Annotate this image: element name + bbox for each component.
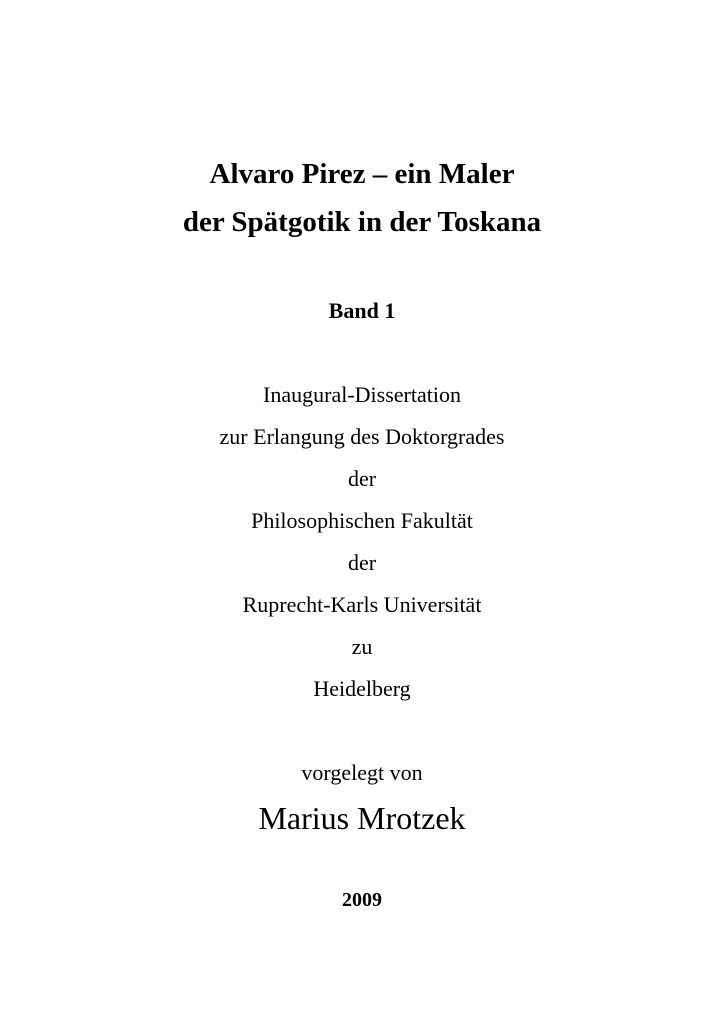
volume-label: Band 1 — [328, 298, 396, 323]
author-name: Marius Mrotzek — [258, 800, 466, 836]
title-line-2: der Spätgotik in der Toskana — [182, 206, 542, 238]
dissertation-line-4: Philosophischen Fakultät — [251, 508, 473, 533]
title-line-1: Alvaro Pirez – ein Maler — [209, 158, 515, 190]
dissertation-line-3: der — [347, 466, 377, 491]
dissertation-line-6: Ruprecht-Karls Universität — [242, 592, 482, 617]
dissertation-line-1: Inaugural-Dissertation — [263, 382, 461, 407]
dissertation-line-5: der — [347, 550, 377, 575]
year: 2009 — [342, 889, 382, 911]
dissertation-line-7: zu — [351, 634, 373, 659]
submitted-by-label: vorgelegt von — [301, 760, 423, 785]
dissertation-line-8: Heidelberg — [313, 676, 411, 701]
dissertation-line-2: zur Erlangung des Doktorgrades — [219, 424, 505, 449]
